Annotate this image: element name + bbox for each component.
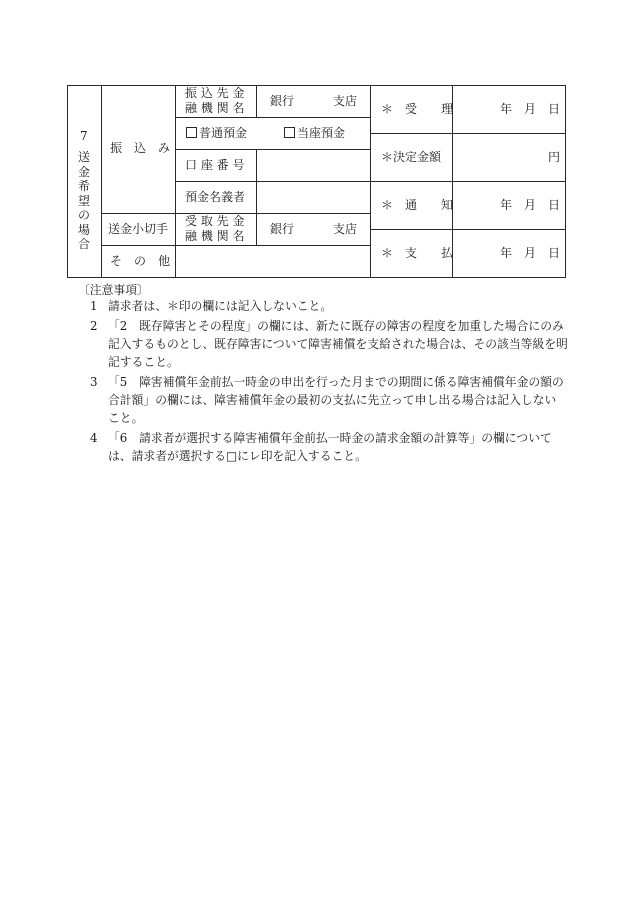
notes-header: 〔注意事項〕 <box>78 283 149 297</box>
note-number: 2 <box>90 319 98 333</box>
kogitte-bank-suffix: 銀行 <box>270 222 295 236</box>
section-title <box>77 150 91 252</box>
note-text: 請求者は、＊印の欄には記入しないこと。 <box>108 299 333 313</box>
section-title-char: 送 <box>77 150 90 164</box>
divider <box>101 245 371 246</box>
shiharai-label: ＊ 支 払 <box>381 246 454 260</box>
section-title-char: 場 <box>77 222 90 237</box>
section-title-char: 金 <box>77 164 90 179</box>
uketsuke-date: 年 月 日 <box>500 102 561 116</box>
divider <box>370 181 566 182</box>
other-label: そ の 他 <box>110 254 171 268</box>
divider <box>370 133 566 134</box>
deposit-current-label: 当座預金 <box>297 126 346 140</box>
table-bottom-border <box>67 277 566 278</box>
note-item <box>90 297 568 315</box>
deposit-ordinary-checkbox[interactable] <box>186 127 197 138</box>
account-holder-label: 預金名義者 <box>185 190 246 204</box>
furikomi-bank-label-line2: 融 機 関 名 <box>185 101 245 115</box>
divider <box>101 85 102 278</box>
kogitte-bank-label-line2: 融 機 関 名 <box>185 229 245 243</box>
note-number: 3 <box>90 375 98 389</box>
furikomi-branch-suffix: 支店 <box>333 94 358 108</box>
kogitte-bank-label-line1: 受 取 先 金 <box>185 214 245 228</box>
divider <box>175 117 371 118</box>
divider <box>175 149 371 150</box>
account-number-label: 口 座 番 号 <box>185 158 245 172</box>
note-number: 4 <box>90 431 98 445</box>
furikomi-label: 振 込 み <box>110 141 171 155</box>
kettei-label: ＊決定金額 <box>381 150 442 164</box>
note-number: 1 <box>90 299 98 313</box>
deposit-ordinary-option[interactable] <box>186 125 247 141</box>
note-item <box>90 429 568 465</box>
furikomi-bank-label-line1: 振 込 先 金 <box>185 86 245 100</box>
uketsuke-label: ＊ 受 理 <box>381 102 454 116</box>
tsuchi-date: 年 月 日 <box>500 198 561 212</box>
divider <box>256 149 257 245</box>
note-item <box>90 317 568 371</box>
section-number: 7 <box>80 129 88 143</box>
table-top-border <box>67 85 566 86</box>
section-title-char: 合 <box>77 237 90 251</box>
note-text: 「2 既存障害とその程度」の欄には、新たに既存の障害の程度を加重した場合にのみ記入するものとし、既存障害について障害補償を支給された場合は、その該当等級を明記すること。 <box>108 319 568 369</box>
divider <box>370 229 566 230</box>
kettei-unit: 円 <box>548 150 561 164</box>
note-text: 「6 請求者が選択する障害補償年金前払一時金の請求金額の計算等」の欄については、請求者が選択する□にレ印を記入すること。 <box>108 431 552 463</box>
furikomi-bank-suffix: 銀行 <box>270 94 295 108</box>
deposit-ordinary-label: 普通預金 <box>199 126 248 140</box>
kogitte-branch-suffix: 支店 <box>333 222 358 236</box>
divider <box>175 181 371 182</box>
kogitte-label: 送金小切手 <box>108 222 169 236</box>
deposit-current-option[interactable] <box>284 125 345 141</box>
section-title-char: 望 <box>77 193 90 208</box>
note-item <box>90 373 568 427</box>
deposit-current-checkbox[interactable] <box>284 127 295 138</box>
tsuchi-label: ＊ 通 知 <box>381 198 454 212</box>
table-left-border <box>67 85 68 278</box>
shiharai-date: 年 月 日 <box>500 246 561 260</box>
note-text: 「5 障害補償年金前払一時金の申出を行った月までの期間に係る障害補償年金の額の合計額」の欄には、障害補償年金の最初の支払に先立って申し出る場合は記入しないこと。 <box>108 375 564 425</box>
section-title-char: 希 <box>77 179 90 193</box>
divider <box>256 85 257 117</box>
section-title-char: の <box>77 208 90 222</box>
